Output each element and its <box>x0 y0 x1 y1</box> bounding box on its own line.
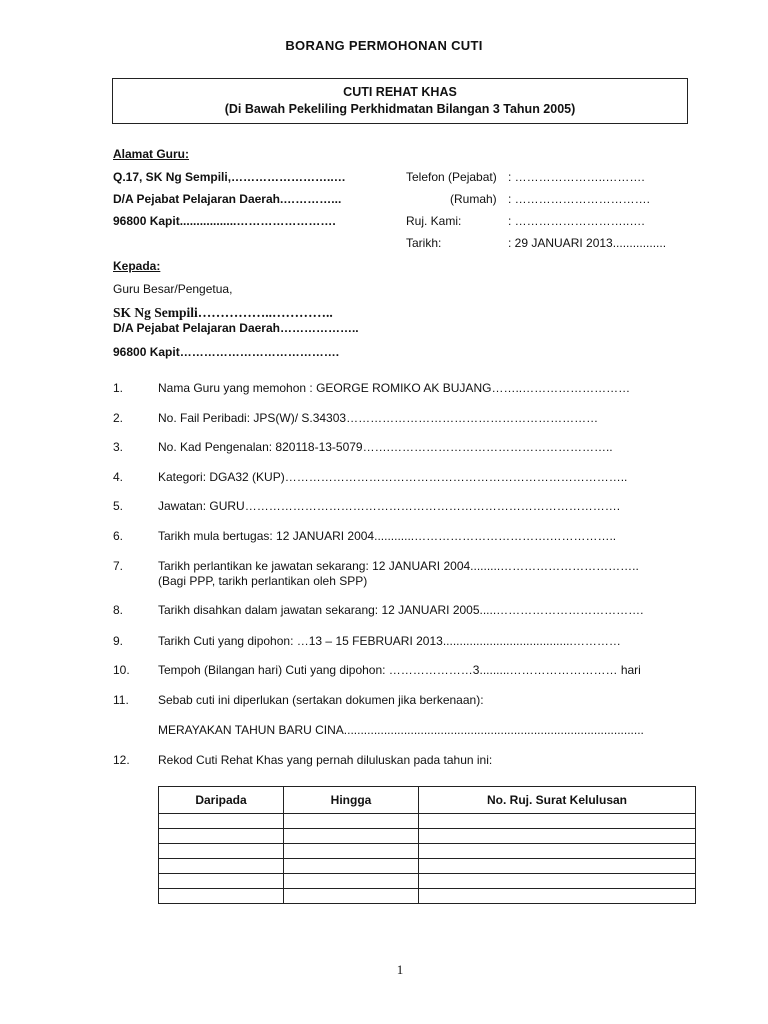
table-cell[interactable] <box>284 874 419 889</box>
table-row <box>159 874 696 889</box>
table-cell[interactable] <box>419 844 696 859</box>
item-number: 3. <box>113 440 124 454</box>
kepada-label: Kepada: <box>113 259 161 273</box>
tarikh-value: : 29 JANUARI 2013................ <box>508 236 667 250</box>
table-cell[interactable] <box>419 814 696 829</box>
header-line1: CUTI REHAT KHAS <box>343 85 457 99</box>
address-line3: 96800 Kapit.................……………………. <box>113 214 336 228</box>
item-tarikh-cuti: Tarikh Cuti yang dipohon: …13 – 15 FEBRUARI 2013.......................................………… <box>158 634 621 648</box>
tarikh-label: Tarikh: <box>406 236 442 250</box>
kepada-line1: Guru Besar/Pengetua, <box>113 282 233 296</box>
telefon-pejabat-label: Telefon (Pejabat) <box>406 170 497 184</box>
kepada-line4: 96800 Kapit…………………………………. <box>113 345 340 359</box>
ruj-kami-label: Ruj. Kami: <box>406 214 462 228</box>
table-cell[interactable] <box>419 889 696 904</box>
table-cell[interactable] <box>159 814 284 829</box>
item-sebab-cuti: Sebab cuti ini diperlukan (sertakan dokumen jika berkenaan): <box>158 693 484 707</box>
table-cell[interactable] <box>159 874 284 889</box>
header-line2: (Di Bawah Pekeliling Perkhidmatan Bilangan 3 Tahun 2005) <box>224 102 576 116</box>
alamat-guru-label: Alamat Guru: <box>113 147 190 161</box>
item-tempoh: Tempoh (Bilangan hari) Cuti yang dipohon: …………………3.........……………………… hari <box>158 663 641 677</box>
table-header-row <box>159 787 696 814</box>
table-cell[interactable] <box>284 829 419 844</box>
item-jawatan: Jawatan: GURU…………………………………………………………………………………. <box>158 499 621 513</box>
item-sebab-cuti-value: MERAYAKAN TAHUN BARU CINA.......................................................................................... <box>158 723 644 737</box>
table-cell[interactable] <box>419 859 696 874</box>
table-cell[interactable] <box>284 889 419 904</box>
col-daripada: Daripada <box>159 787 284 814</box>
item-kad-pengenalan: No. Kad Pengenalan: 820118-13-5079…….……………………………………………….. <box>158 440 613 454</box>
col-no-ruj: No. Ruj. Surat Kelulusan <box>419 787 696 814</box>
item-tarikh-perlantikan-note: (Bagi PPP, tarikh perlantikan oleh SPP) <box>158 574 368 588</box>
item-kategori: Kategori: DGA32 (KUP)………………………………………………………………………….. <box>158 470 628 484</box>
item-fail-peribadi: No. Fail Peribadi: JPS(W)/ S.34303……………………………………………………… <box>158 411 599 425</box>
col-hingga: Hingga <box>284 787 419 814</box>
item-number: 10. <box>113 663 130 677</box>
item-tarikh-mula: Tarikh mula bertugas: 12 JANUARI 2004............…………………………….…………….. <box>158 529 617 543</box>
item-number: 4. <box>113 470 124 484</box>
form-title: BORANG PERMOHONAN CUTI <box>285 38 483 53</box>
table-cell[interactable] <box>419 829 696 844</box>
item-number: 12. <box>113 753 130 767</box>
table-cell[interactable] <box>284 844 419 859</box>
table-row <box>159 889 696 904</box>
table-row <box>159 814 696 829</box>
item-number: 2. <box>113 411 124 425</box>
item-number: 9. <box>113 634 124 648</box>
table-cell[interactable] <box>159 889 284 904</box>
page-number: 1 <box>396 962 404 977</box>
header-box <box>112 78 688 124</box>
table-row <box>159 829 696 844</box>
ruj-kami-value: : ………………………..…. <box>508 214 645 228</box>
telefon-rumah-label: (Rumah) <box>450 192 497 206</box>
telefon-pejabat-value: : …………………..………. <box>508 170 645 184</box>
item-number: 6. <box>113 529 124 543</box>
item-number: 1. <box>113 381 124 395</box>
item-rekod-cuti: Rekod Cuti Rehat Khas yang pernah diluluskan pada tahun ini: <box>158 753 493 767</box>
table-cell[interactable] <box>284 814 419 829</box>
item-number: 5. <box>113 499 124 513</box>
kepada-line3: D/A Pejabat Pelajaran Daerah……………….. <box>113 321 359 335</box>
item-nama-guru: Nama Guru yang memohon : GEORGE ROMIKO AK BUJANG……..……………………… <box>158 381 631 395</box>
telefon-rumah-value: : ……………………………. <box>508 192 651 206</box>
item-tarikh-disahkan: Tarikh disahkan dalam jawatan sekarang: 12 JANUARI 2005.....………………………………. <box>158 603 644 617</box>
table-row <box>159 859 696 874</box>
table-row <box>159 844 696 859</box>
table-cell[interactable] <box>284 859 419 874</box>
table-cell[interactable] <box>159 859 284 874</box>
table-cell[interactable] <box>419 874 696 889</box>
rekod-cuti-table <box>158 786 696 904</box>
item-number: 11. <box>113 693 129 707</box>
address-line1: Q.17, SK Ng Sempili,……………………..… <box>113 170 346 184</box>
table-cell[interactable] <box>159 829 284 844</box>
table-cell[interactable] <box>159 844 284 859</box>
kepada-line2: SK Ng Sempili……………..………….. <box>113 305 333 320</box>
address-line2: D/A Pejabat Pelajaran Daerah.…………... <box>113 192 342 206</box>
item-number: 8. <box>113 603 124 617</box>
item-number: 7. <box>113 559 124 573</box>
item-tarikh-perlantikan: Tarikh perlantikan ke jawatan sekarang: 12 JANUARI 2004.........…………………………….. <box>158 559 639 573</box>
